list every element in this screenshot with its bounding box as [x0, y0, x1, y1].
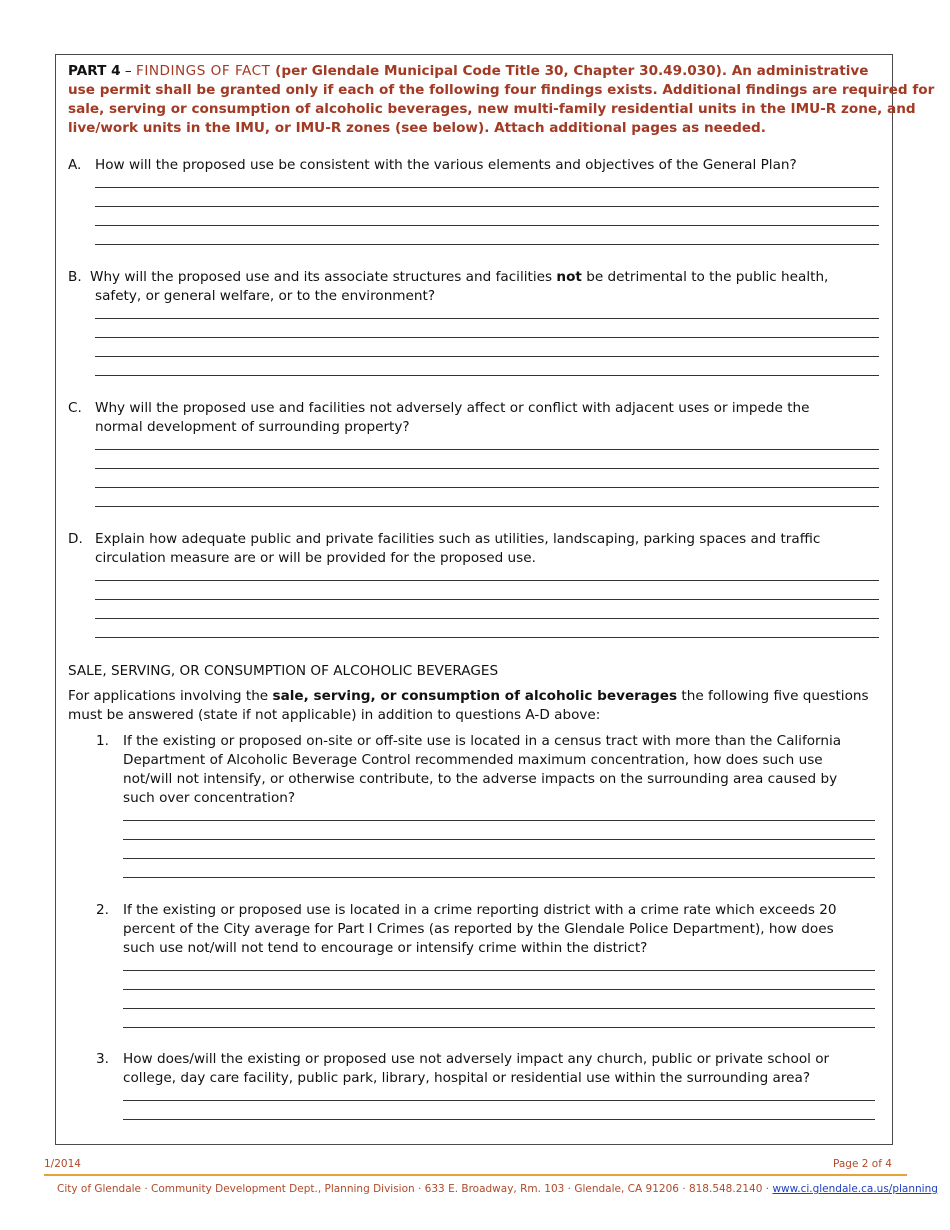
footer-date: 1/2014: [44, 1158, 81, 1170]
question-a-label: A.: [68, 157, 82, 173]
answer-q1-line-2[interactable]: [123, 839, 875, 840]
answer-q2-line-2[interactable]: [123, 989, 875, 990]
answer-q1-line-4[interactable]: [123, 877, 875, 878]
alcohol-q2-text-3: such use not/will not tend to encourage or intensify crime within the district?: [123, 940, 648, 956]
answer-q1-line-1[interactable]: [123, 820, 875, 821]
answer-q3-line-1[interactable]: [123, 1100, 875, 1101]
footer-website-link[interactable]: www.ci.glendale.ca.us/planning: [772, 1183, 938, 1195]
answer-a-line-1[interactable]: [95, 187, 879, 188]
question-a-text: How will the proposed use be consistent with the various elements and objectives of the General Plan?: [95, 157, 797, 173]
alcohol-q1-text-4: such over concentration?: [123, 790, 296, 806]
footer-address: City of Glendale · Community Development Dept., Planning Division · 633 E. Broadway, Rm. 103 · Glendale, CA 91206 · 818.548.2140 · www.ci.glendale.ca.us/planning: [57, 1183, 938, 1195]
question-c-label: C.: [68, 400, 82, 416]
answer-a-line-3[interactable]: [95, 225, 879, 226]
alcohol-q1-number: 1.: [96, 733, 109, 749]
answer-q2-line-3[interactable]: [123, 1008, 875, 1009]
alcohol-q2-text-2: percent of the City average for Part I Crimes (as reported by the Glendale Police Department), how does: [123, 921, 834, 937]
question-d-text-1: Explain how adequate public and private facilities such as utilities, landscaping, parking spaces and traffic: [95, 531, 821, 547]
question-b-label: B.: [68, 269, 82, 285]
alcohol-q3-number: 3.: [96, 1051, 109, 1067]
answer-b-line-3[interactable]: [95, 356, 879, 357]
question-b-text-2: safety, or general welfare, or to the environment?: [95, 288, 436, 304]
question-c-text-1: Why will the proposed use and facilities not adversely affect or conflict with adjacent uses or impede the: [95, 400, 810, 416]
alcohol-q3-text-1: How does/will the existing or proposed use not adversely impact any church, public or private school or: [123, 1051, 830, 1067]
alcohol-q3-text-2: college, day care facility, public park, library, hospital or residential use within the surrounding area?: [123, 1070, 811, 1086]
answer-q3-line-2[interactable]: [123, 1119, 875, 1120]
alcohol-section-heading: SALE, SERVING, OR CONSUMPTION OF ALCOHOLIC BEVERAGES: [68, 663, 499, 679]
answer-c-line-3[interactable]: [95, 487, 879, 488]
alcohol-intro-line-2: must be answered (state if not applicable) in addition to questions A-D above:: [68, 707, 601, 723]
answer-c-line-1[interactable]: [95, 449, 879, 450]
question-d-text-2: circulation measure are or will be provided for the proposed use.: [95, 550, 536, 566]
alcohol-q2-number: 2.: [96, 902, 109, 918]
answer-d-line-3[interactable]: [95, 618, 879, 619]
footer-page-number: Page 2 of 4: [833, 1158, 892, 1170]
footer-rule: [44, 1174, 907, 1176]
answer-q2-line-1[interactable]: [123, 970, 875, 971]
alcohol-intro-line-1: For applications involving the sale, serving, or consumption of alcoholic beverages the following five questions: [68, 688, 869, 704]
part-header-line-4: live/work units in the IMU, or IMU-R zones (see below). Attach additional pages as needed.: [68, 120, 766, 136]
part-header-line-3: sale, serving or consumption of alcoholic beverages, new multi-family residential units in the IMU-R zone, and: [68, 101, 916, 117]
answer-q1-line-3[interactable]: [123, 858, 875, 859]
answer-b-line-4[interactable]: [95, 375, 879, 376]
section-title: FINDINGS OF FACT: [136, 63, 271, 79]
part-header-line-1: PART 4 – FINDINGS OF FACT (per Glendale Municipal Code Title 30, Chapter 30.49.030). An administrative: [68, 63, 869, 79]
answer-b-line-1[interactable]: [95, 318, 879, 319]
answer-a-line-4[interactable]: [95, 244, 879, 245]
answer-c-line-4[interactable]: [95, 506, 879, 507]
answer-q2-line-4[interactable]: [123, 1027, 875, 1028]
answer-d-line-2[interactable]: [95, 599, 879, 600]
part-header-line-2: use permit shall be granted only if each of the following four findings exists. Additional findings are required for: [68, 82, 935, 98]
answer-b-line-2[interactable]: [95, 337, 879, 338]
answer-d-line-4[interactable]: [95, 637, 879, 638]
part-label: PART 4: [68, 63, 121, 79]
alcohol-q1-text-1: If the existing or proposed on-site or off-site use is located in a census tract with more than the California: [123, 733, 842, 749]
question-c-text-2: normal development of surrounding property?: [95, 419, 410, 435]
question-b-text-1: Why will the proposed use and its associate structures and facilities not be detrimental to the public health,: [90, 269, 829, 285]
answer-d-line-1[interactable]: [95, 580, 879, 581]
alcohol-q1-text-2: Department of Alcoholic Beverage Control recommended maximum concentration, how does such use: [123, 752, 823, 768]
question-d-label: D.: [68, 531, 83, 547]
alcohol-q2-text-1: If the existing or proposed use is located in a crime reporting district with a crime rate which exceeds 20: [123, 902, 837, 918]
alcohol-q1-text-3: not/will not intensify, or otherwise contribute, to the adverse impacts on the surrounding area caused by: [123, 771, 838, 787]
answer-c-line-2[interactable]: [95, 468, 879, 469]
answer-a-line-2[interactable]: [95, 206, 879, 207]
